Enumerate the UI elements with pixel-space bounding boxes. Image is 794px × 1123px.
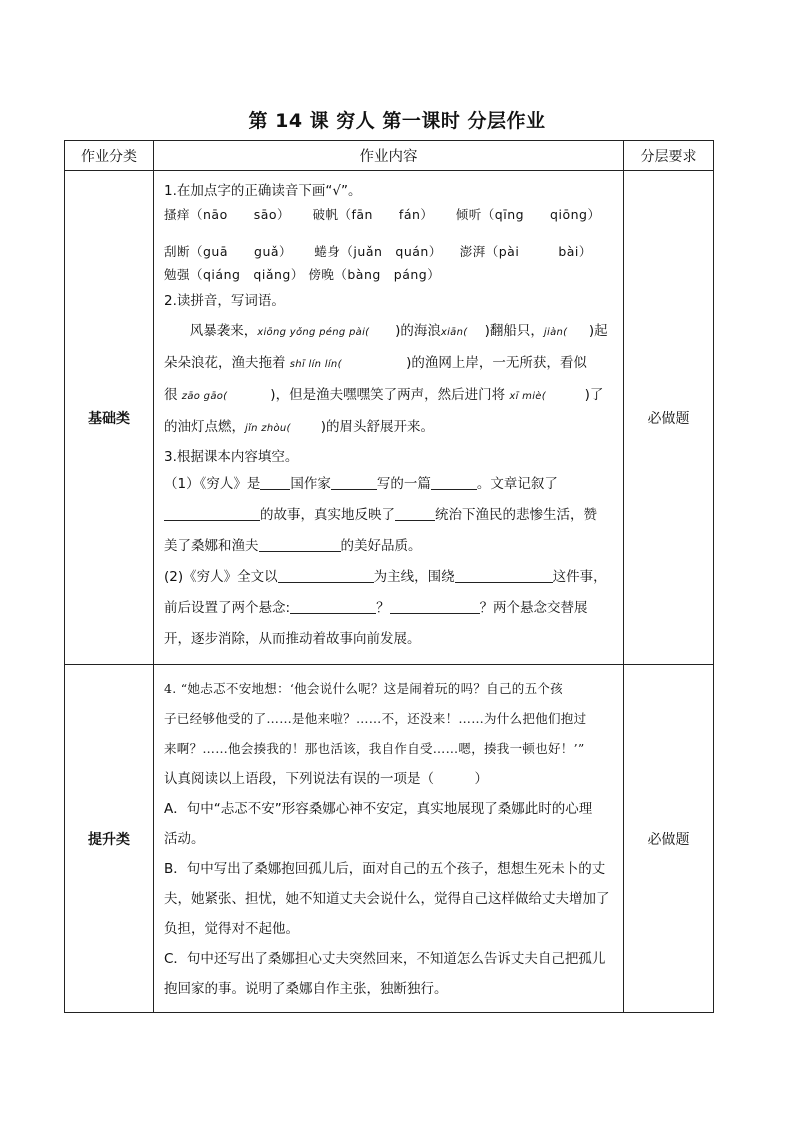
requirement-advanced: 必做题 [624, 665, 714, 1013]
page-title: 第 14 课 穷人 第一课时 分层作业 [248, 110, 546, 132]
quote-line: 来啊？……他会揍我的！那也活该，我自作自受……嗯，揍我一顿也好！’” [164, 740, 585, 756]
q3-text: 的故事，真实地反映了 [260, 507, 395, 523]
option-a: A．句中“忐忑不安”形容桑娜心神不安定，真实地展现了桑娜此时的心理 [164, 800, 593, 817]
quote-line: 4. “她忐忑不安地想：‘他会说什么呢？这是闹着玩的吗？自己的五个孩 [164, 680, 563, 696]
q2-text: 风暴袭来， [189, 323, 258, 339]
q1-title: 1.在加点字的正确读音下画“√”。 [164, 183, 362, 199]
fill-blank[interactable] [331, 475, 377, 490]
q1-item: 蜷身（juǎn quán） [314, 244, 442, 259]
q3-text: （1）《穷人》是 [164, 476, 261, 492]
q1-item: 勉强（qiáng qiǎng） [164, 267, 304, 282]
q3-passage [164, 469, 615, 655]
header-requirement: 分层要求 [624, 141, 714, 171]
q3-text: 统治下渔民的悲惨生活，赞 [435, 507, 597, 523]
q2-text: 的油灯点燃， [164, 419, 245, 435]
table-row-advanced [65, 665, 714, 1013]
fill-blank[interactable] [455, 568, 553, 583]
q2-text: 很 [164, 387, 178, 403]
homework-table [64, 140, 714, 1013]
option-a: 活动。 [164, 830, 205, 847]
q1-row-2 [164, 240, 615, 263]
q2-title: 2.读拼音，写词语。 [164, 293, 285, 309]
q3-text: 前后设置了两个悬念: [164, 600, 291, 616]
fill-blank[interactable] [290, 599, 376, 614]
header-category: 作业分类 [65, 141, 154, 171]
fill-blank[interactable] [164, 506, 260, 521]
q1-item: 傍晚（bàng páng） [308, 267, 441, 282]
q1-item: 倾听（qīng qiōng） [455, 207, 601, 222]
q3-text: ？两个悬念交替展 [479, 600, 588, 616]
fill-blank[interactable] [395, 506, 435, 521]
q3-text: ？ [376, 600, 390, 616]
q1-item: 破帆（fān fán） [312, 207, 434, 222]
fill-blank[interactable] [390, 599, 480, 614]
q2-text: )起 [588, 323, 608, 339]
fill-blank[interactable] [259, 537, 341, 552]
q2-text: )的海浪 [395, 323, 441, 339]
category-advanced: 提升类 [65, 665, 154, 1013]
q2-text: )的眉头舒展开来。 [320, 419, 435, 435]
q2-passage [164, 316, 615, 444]
q1-row-1 [164, 203, 615, 226]
option-b: B．句中写出了桑娜抱回孤儿后，面对自己的五个孩子，想想生死未卜的丈 [164, 860, 606, 877]
quote-line: 子已经够他受的了……是他来啦？……不，还没来！……为什么把他们抱过 [164, 710, 587, 726]
q2-pinyin: xiōng yǒng péng pài( [257, 327, 370, 338]
option-b: 负担，觉得对不起他。 [164, 920, 299, 937]
q2-pinyin: xiān( [440, 327, 468, 338]
q2-text: )了 [584, 387, 604, 403]
q2-pinyin: xī miè( [509, 391, 546, 402]
q3-text: 为主线，围绕 [373, 569, 455, 585]
advanced-content [154, 665, 624, 1013]
fill-blank[interactable] [260, 475, 290, 490]
option-b: 夫，她紧张、担忧，她不知道丈夫会说什么，觉得自己这样做给丈夫增加了 [164, 890, 610, 907]
q2-text: 朵朵浪花，渔夫拖着 [164, 355, 286, 371]
q3-text: 写的一篇 [376, 476, 431, 492]
q2-text: )，但是渔夫嘿嘿笑了两声，然后进门将 [270, 387, 506, 403]
option-c: C．句中还写出了桑娜担心丈夫突然回来，不知道怎么告诉丈夫自己把孤儿 [164, 950, 606, 967]
fill-blank[interactable] [431, 475, 477, 490]
table-header-row [65, 141, 714, 171]
q3-text: 。文章记叙了 [476, 476, 558, 492]
q4-prompt: 认真阅读以上语段，下列说法有误的一项是（ ） [164, 770, 488, 787]
q2-text: )的渔网上岸，一无所获，看似 [406, 355, 587, 371]
q3-text: 美了桑娜和渔夫 [164, 538, 259, 554]
table-row-basic [65, 171, 714, 665]
q3-text: (2)《穷人》全文以 [164, 569, 278, 585]
q3-text: 的美好品质。 [340, 538, 422, 554]
q2-pinyin: jiàn( [543, 327, 568, 338]
q1-row-3 [164, 263, 615, 286]
q2-pinyin: zāo gāo( [181, 391, 228, 402]
option-c: 抱回家的事。说明了桑娜自作主张，独断独行。 [164, 980, 448, 997]
q1-item: 刮断（guā guǎ） [164, 244, 293, 259]
q1-item: 搔痒（nāo sāo） [164, 207, 291, 222]
q2-text: )翻船只， [484, 323, 544, 339]
fill-blank[interactable] [278, 568, 374, 583]
q2-pinyin: jǐn zhòu( [245, 423, 291, 434]
requirement-basic: 必做题 [624, 171, 714, 665]
q1-item: 澎湃（pài bài） [459, 244, 592, 259]
q3-text: 开，逐步消除，从而推动着故事向前发展。 [164, 631, 421, 647]
q3-text: 这件事， [552, 569, 607, 585]
q2-pinyin: shī lín lín( [289, 359, 342, 370]
q4-quote [164, 674, 615, 764]
q3-text: 国作家 [290, 476, 331, 492]
header-content: 作业内容 [154, 141, 624, 171]
basic-content [154, 171, 624, 665]
q3-title: 3.根据课本内容填空。 [164, 449, 299, 465]
category-basic: 基础类 [65, 171, 154, 665]
